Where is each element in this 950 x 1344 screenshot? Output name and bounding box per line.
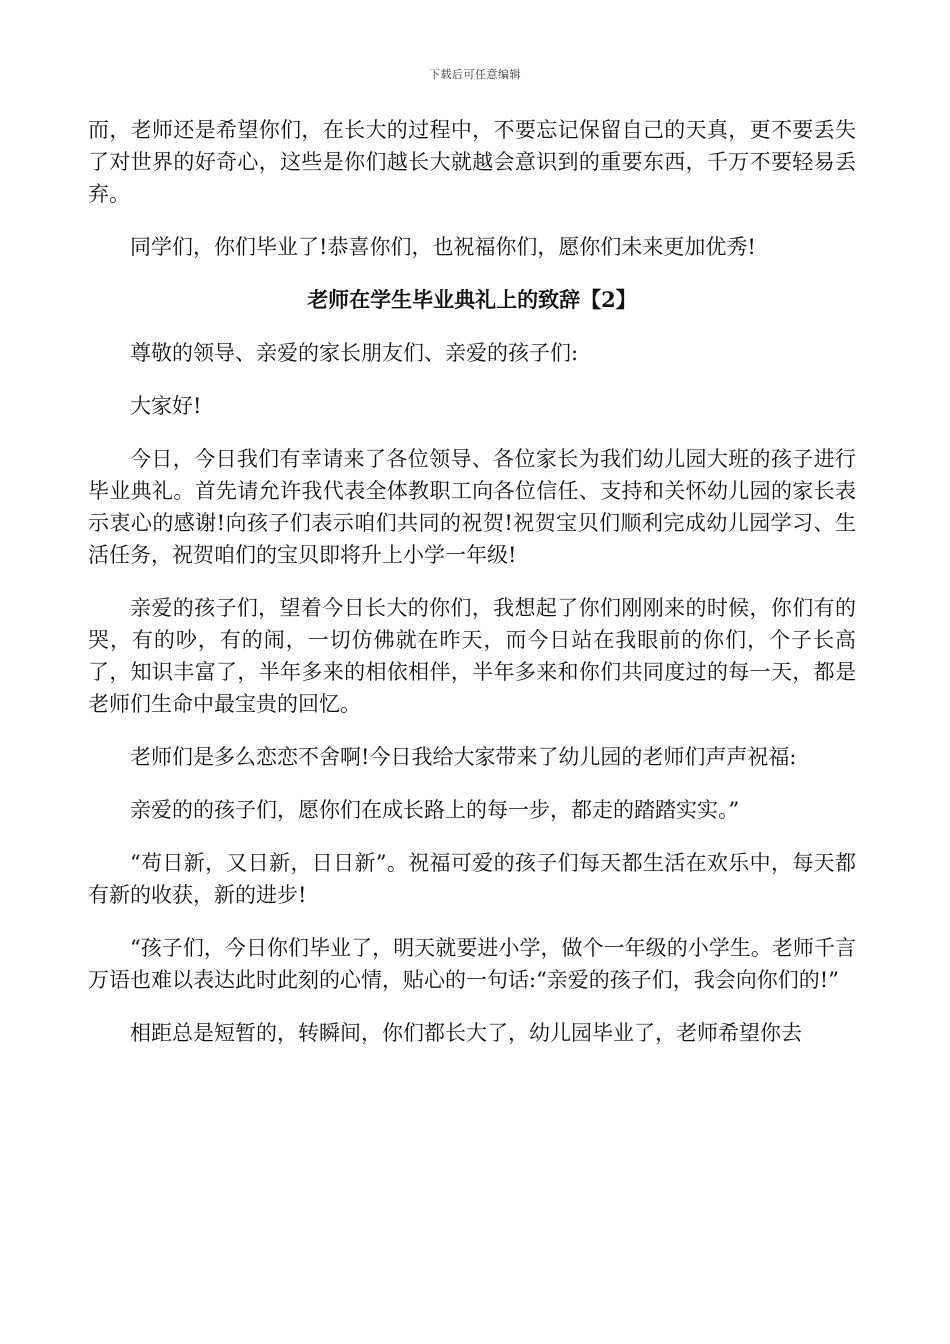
document-body bbox=[88, 114, 856, 1070]
paragraph-continuation: 而，老师还是希望你们，在长大的过程中，不要忘记保留自己的天真，更不要丢失了对世界的好奇心，这些是你们越长大就越会意识到的重要东西，千万不要轻易丢弃。 bbox=[88, 118, 856, 206]
paragraph-blessing-1: 亲爱的的孩子们，愿你们在成长路上的每一步，都走的踏踏实实。” bbox=[130, 798, 740, 822]
paragraph-salutation: 尊敬的领导、亲爱的家长朋友们、亲爱的孩子们: bbox=[130, 341, 579, 365]
paragraph-congratulations: 同学们，你们毕业了!恭喜你们，也祝福你们，愿你们未来更加优秀! bbox=[130, 235, 756, 259]
paragraph-blessing-2: “苟日新，又日新，日日新”。祝福可爱的孩子们每天都生活在欢乐中，每天都有新的收获，新的进步! bbox=[88, 851, 856, 907]
paragraph-closing: 相距总是短暂的，转瞬间，你们都长大了，幼儿园毕业了，老师希望你去 bbox=[130, 1021, 802, 1045]
section-title: 老师在学生毕业典礼上的致辞【2】 bbox=[307, 287, 637, 312]
paragraph-farewell: 老师们是多么恋恋不舍啊!今日我给大家带来了幼儿园的老师们声声祝福: bbox=[130, 745, 797, 769]
paragraph-blessing-3: “孩子们，今日你们毕业了，明天就要进小学，做个一年级的小学生。老师千言万语也难以表达此时此刻的心情，贴心的一句话:“亲爱的孩子们，我会向你们的!” bbox=[88, 936, 856, 992]
paragraph-memories: 亲爱的孩子们，望着今日长大的你们，我想起了你们刚刚来的时候，你们有的哭，有的吵，有的闹，一切仿佛就在昨天，而今日站在我眼前的你们，个子长高了，知识丰富了，半年多来的相依相伴，半年多来和你们共同度过的每一天，都是老师们生命中最宝贵的回忆。 bbox=[88, 596, 856, 716]
paragraph-greeting: 大家好! bbox=[130, 394, 202, 418]
page-header: 下载后可任意编辑 bbox=[429, 68, 521, 81]
paragraph-opening: 今日，今日我们有幸请来了各位领导、各位家长为我们幼儿园大班的孩子进行毕业典礼。首先请允许我代表全体教职工向各位信任、支持和关怀幼儿园的家长表示衷心的感谢!向孩子们表示咱们共同的祝贺!祝贺宝贝们顺利完成幼儿园学习、生活任务，祝贺咱们的宝贝即将升上小学一年级! bbox=[88, 447, 856, 567]
